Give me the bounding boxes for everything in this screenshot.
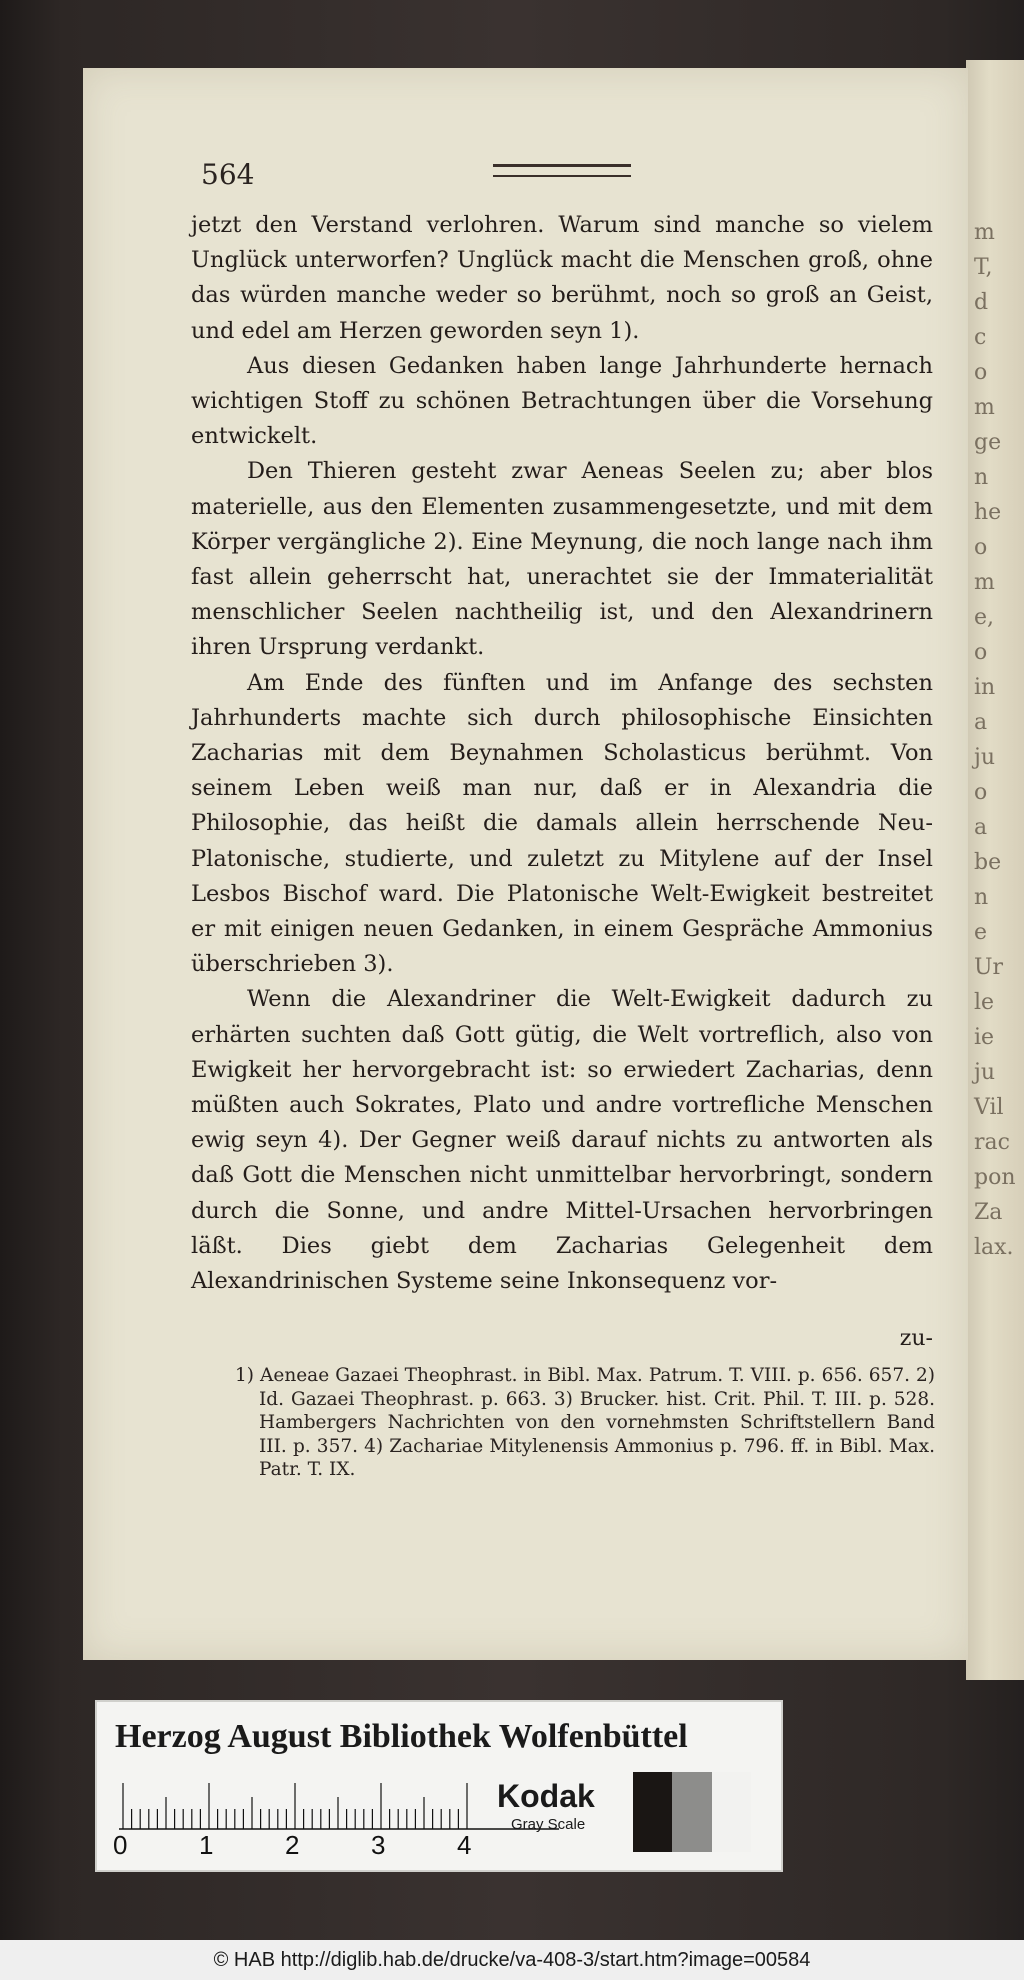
facing-page-fragment: o	[974, 535, 988, 560]
facing-page-fragment: Ur	[974, 955, 1004, 980]
paragraph: Aus diesen Gedanken haben lange Jahrhunderte hernach wichtigen Stoff zu schönen Betrachtungen über die Vorsehung entwickelt.	[191, 352, 933, 450]
facing-page-fragment: Za	[974, 1200, 1003, 1225]
gray-swatch	[712, 1772, 751, 1852]
facing-page-fragment: o	[974, 640, 988, 665]
facing-page-fragment: e	[974, 920, 988, 945]
catchword: zu-	[899, 1326, 933, 1351]
facing-page-fragment: m	[974, 570, 995, 595]
ruler-number: 0	[113, 1830, 128, 1860]
facing-page-fragment: lax.	[974, 1235, 1014, 1260]
facing-page-fragment: o	[974, 360, 988, 385]
paragraph: Wenn die Alexandriner die Welt-Ewigkeit dadurch zu erhärten suchten daß Gott gütig, die Welt vortreflich, also von Ewigkeit her hervorgebracht ist: so erwiedert Zacharias, denn müßten auch Sokrates, Plato und andre vortrefliche Menschen ewig seyn 4). Der Gegner weiß darauf nichts zu antworten als daß Gott die Menschen nicht unmittelbar hervorbringt, sondern durch die Sonne, und andre Mittel-Ursachen hervorbringen läßt. Dies giebt dem Zacharias Gelegenheit dem Alexandrinischen Systeme seine Inkonsequenz vor-	[191, 986, 933, 1295]
gray-scale-label: Gray Scale	[511, 1816, 586, 1833]
ruler-numbers	[113, 1830, 553, 1864]
ruler-number: 1	[199, 1830, 214, 1860]
facing-page-fragment: e,	[974, 605, 995, 630]
ruler-scale	[119, 1782, 559, 1830]
facing-page-fragment: ju	[974, 1060, 995, 1085]
facing-page-fragment: he	[974, 500, 1002, 525]
ruler-number: 2	[285, 1830, 300, 1860]
facing-page-fragment: ie	[974, 1025, 995, 1050]
facing-page-fragment: m	[974, 220, 995, 245]
facing-page-fragment: ju	[974, 745, 995, 770]
facing-page-fragment: Vil	[974, 1095, 1004, 1120]
facing-page-fragment: a	[974, 710, 988, 735]
footnotes	[235, 1364, 935, 1482]
kodak-logo: Kodak	[497, 1778, 595, 1814]
facing-page-fragment: be	[974, 850, 1002, 875]
facing-page-fragment: d	[974, 290, 989, 315]
header-ornament	[493, 164, 631, 177]
facing-page-fragment: pon	[974, 1165, 1016, 1190]
facing-page-fragment: ge	[974, 430, 1002, 455]
facing-page-fragment: n	[974, 885, 989, 910]
facing-page-fragment: o	[974, 780, 988, 805]
ruler-number: 4	[457, 1830, 472, 1860]
facing-page-fragment: n	[974, 465, 989, 490]
gray-scale-swatches	[633, 1772, 751, 1852]
facing-page-fragment: m	[974, 395, 995, 420]
color-calibration-card	[95, 1700, 783, 1872]
facing-page-fragment: in	[974, 675, 996, 700]
page-number: 564	[201, 158, 255, 191]
facing-page-fragment: c	[974, 325, 987, 350]
footnote-block: 1) Aeneae Gazaei Theophrast. in Bibl. Max. Patrum. T. VIII. p. 656. 657. 2) Id. Gazaei Theophrast. p. 663. 3) Brucker. hist. Crit. Phil. T. III. p. 528. Hambergers Nachrichten von den vornehmsten Schriftstellern Band III. p. 357. 4) Zachariae Mitylenensis Ammonius p. 796. ff. in Bibl. Max. Patr. T. IX.	[235, 1365, 935, 1480]
paragraph: jetzt den Verstand verlohren. Warum sind manche so vielem Unglück unterworfen? Unglück macht die Menschen groß, ohne das würden manche weder so berühmt, noch so groß an Geist, und edel am Herzen geworden seyn 1).	[191, 212, 933, 344]
book-page	[83, 68, 968, 1660]
library-name: Herzog August Bibliothek Wolfenbüttel	[115, 1718, 688, 1755]
copyright-bar	[0, 1940, 1024, 1980]
gray-swatch	[672, 1772, 711, 1852]
facing-page-fragment: a	[974, 815, 988, 840]
gray-swatch	[633, 1772, 672, 1852]
paragraph: Den Thieren gesteht zwar Aeneas Seelen zu; aber blos materielle, aus den Elementen zusammengesetzte, und mit dem Körper vergängliche 2). Eine Meynung, die noch lange nach ihm fast allein geherrscht hat, unerachtet sie der Immaterialität menschlicher Seelen nachtheilig ist, und den Alexandrinern ihren Ursprung verdankt.	[191, 458, 933, 661]
facing-page-fragment: rac	[974, 1130, 1010, 1155]
facing-page-fragment: T,	[974, 255, 993, 280]
facing-page-fragment: le	[974, 990, 995, 1015]
main-text	[191, 208, 933, 1299]
paragraph: Am Ende des fünften und im Anfange des sechsten Jahrhunderts machte sich durch philosophische Einsichten Zacharias mit dem Beynahmen Scholasticus berühmt. Von seinem Leben weiß man nur, daß er in Alexandria die Philosophie, das heißt die damals allein herrschende Neu-Platonische, studierte, und zuletzt zu Mitylene auf der Insel Lesbos Bischof ward. Die Platonische Welt-Ewigkeit bestreitet er mit einigen neuen Gedanken, in einem Gespräche Ammonius überschrieben 3).	[191, 669, 933, 978]
ruler-number: 3	[371, 1830, 386, 1860]
facing-page-edge	[966, 60, 1024, 1680]
copyright-text: © HAB http://diglib.hab.de/drucke/va-408-3/start.htm?image=00584	[213, 1948, 811, 1971]
